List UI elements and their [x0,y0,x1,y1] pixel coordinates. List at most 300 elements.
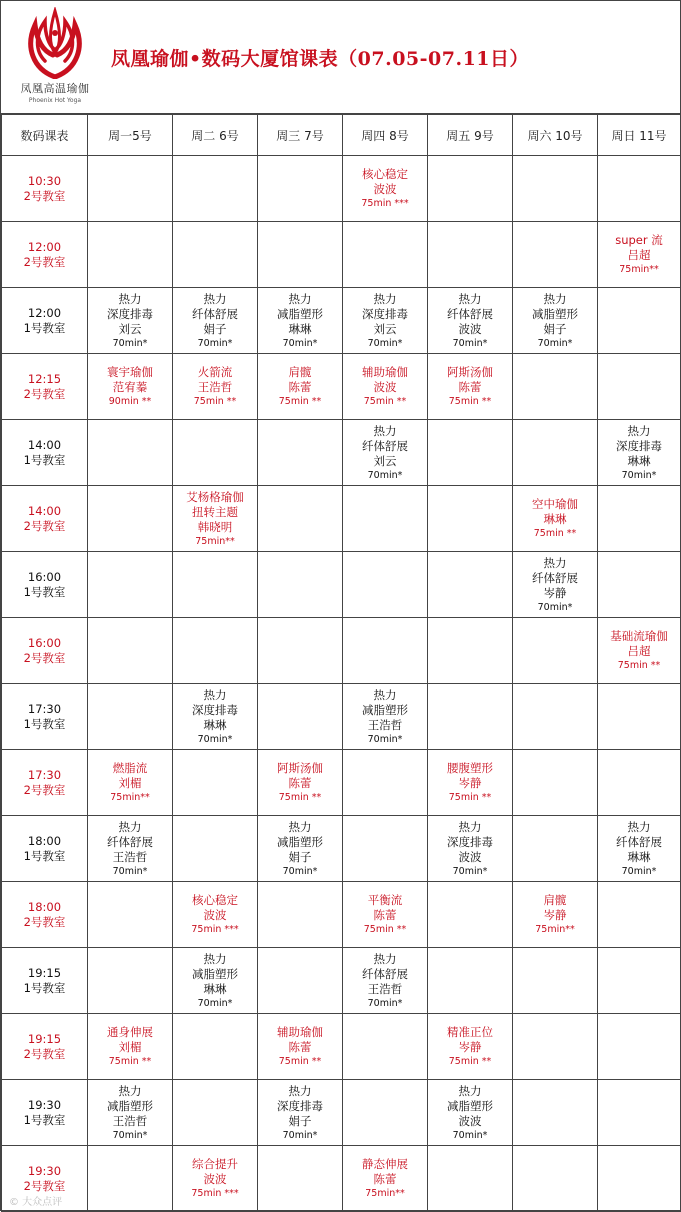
empty-cell [513,1080,598,1146]
class-cell [173,882,258,948]
empty-cell [258,618,343,684]
class-instructor: 王浩哲 [112,849,148,864]
empty-cell [88,486,173,552]
class-instructor: 范宥蓁 [112,380,148,394]
time-slot-label [2,882,88,948]
empty-cell [343,1080,428,1146]
class-cell [513,882,598,948]
class-name: 减脂塑形 [447,1098,493,1113]
empty-cell [598,948,681,1014]
class-name: 纤体舒展 [362,438,408,453]
empty-cell [173,750,258,816]
class-cell [513,486,598,552]
class-duration: 70min* [621,865,657,877]
class-name: 深度排毒 [192,702,238,717]
empty-cell [428,222,513,288]
class-cell [258,288,343,354]
class-duration: 70min* [112,337,148,349]
class-duration: 75min ** [363,396,407,407]
class-duration: 70min* [112,865,148,877]
class-name: 核心稳定 [362,167,408,181]
class-cell [343,684,428,750]
class-duration: 70min* [282,337,318,349]
class-instructor: 波波 [203,908,227,922]
class-cell [88,354,173,420]
class-instructor: 波波 [458,1113,482,1128]
class-name: 热力 [203,291,227,306]
class-instructor: 波波 [458,321,482,336]
table-row [2,354,681,420]
class-cell [258,1080,343,1146]
empty-cell [88,156,173,222]
class-name: 热力 [373,951,397,966]
time-slot-label [2,222,88,288]
empty-cell [428,552,513,618]
time-text: 18:00 [27,899,62,914]
class-cell [173,948,258,1014]
empty-cell [88,882,173,948]
class-name: 热力 [543,291,567,306]
empty-cell [258,486,343,552]
empty-cell [258,222,343,288]
time-text: 17:30 [27,701,62,716]
schedule-table [1,114,681,1212]
class-cell [598,222,681,288]
empty-cell [343,1014,428,1080]
time-slot-label [2,486,88,552]
empty-cell [258,1146,343,1212]
time-text: 18:00 [27,833,62,848]
class-cell [428,816,513,882]
empty-cell [88,552,173,618]
class-duration: 75min ** [108,1056,152,1067]
class-instructor: 刘楣 [118,776,142,790]
page-title: 凤凰瑜伽•数码大厦馆课表（07.05-07.11日） [111,48,530,70]
empty-cell [598,882,681,948]
class-cell [173,486,258,552]
logo-text: 凤凰高温瑜伽 [20,82,90,95]
class-duration: 90min ** [108,396,152,407]
class-cell [513,552,598,618]
class-instructor: 王浩哲 [367,981,403,996]
class-cell [88,750,173,816]
day-header: 周一5号 [88,115,173,156]
empty-cell [88,618,173,684]
class-duration: 70min* [367,337,403,349]
class-cell [258,1014,343,1080]
class-duration: 75min *** [191,1188,239,1199]
class-name: 热力 [288,1083,312,1098]
class-name: 空中瑜伽 [532,497,578,511]
class-instructor: 韩晓明 [197,519,233,534]
class-instructor: 波波 [373,380,397,394]
empty-cell [173,1014,258,1080]
class-name: 精准正位 [447,1025,493,1039]
class-instructor: 波波 [458,849,482,864]
empty-cell [598,684,681,750]
class-instructor: 琳琳 [627,453,651,468]
table-row [2,156,681,222]
class-cell [88,1080,173,1146]
table-row [2,948,681,1014]
class-instructor: 琳琳 [203,717,227,732]
empty-cell [258,882,343,948]
class-name: 热力 [627,819,651,834]
class-cell [88,288,173,354]
room-text: 2号教室 [23,650,66,665]
class-instructor: 陈蕾 [458,380,482,394]
empty-cell [88,684,173,750]
empty-cell [173,618,258,684]
empty-cell [513,222,598,288]
class-name: 热力 [288,819,312,834]
time-slot-label [2,156,88,222]
time-text: 19:30 [27,1163,62,1178]
empty-cell [173,222,258,288]
empty-cell [513,618,598,684]
class-cell [428,354,513,420]
room-text: 2号教室 [23,1178,66,1193]
class-name: 辅助瑜伽 [362,365,408,379]
room-text: 2号教室 [23,518,66,533]
empty-cell [598,354,681,420]
class-duration: 75min ** [278,792,322,803]
class-instructor: 陈蕾 [373,908,397,922]
class-duration: 70min* [452,1129,488,1141]
room-text: 2号教室 [23,188,66,203]
time-text: 14:00 [27,503,62,518]
class-instructor: 琳琳 [288,321,312,336]
class-name: 深度排毒 [277,1098,323,1113]
room-text: 1号教室 [23,452,66,467]
class-name: 基础流瑜伽 [610,629,668,643]
class-instructor: 陈蕾 [288,380,312,394]
empty-cell [428,618,513,684]
class-name: 热力 [118,291,142,306]
class-instructor: 刘云 [373,453,397,468]
day-header: 周二 6号 [173,115,258,156]
class-cell [343,354,428,420]
class-duration: 75min ** [448,1056,492,1067]
class-cell [598,816,681,882]
class-instructor: 陈蕾 [288,1040,312,1054]
empty-cell [88,420,173,486]
time-text: 10:30 [27,173,62,188]
class-name: 纤体舒展 [616,834,662,849]
class-duration: 70min* [452,865,488,877]
room-text: 1号教室 [23,980,66,995]
class-cell [513,288,598,354]
day-header: 周日 11号 [598,115,681,156]
class-instructor: 刘楣 [118,1040,142,1054]
day-header: 周五 9号 [428,115,513,156]
empty-cell [88,222,173,288]
class-instructor: 岑静 [543,908,567,922]
class-name: 艾杨格瑜伽 [186,489,244,504]
class-cell [173,1146,258,1212]
class-name: 肩髋 [288,365,312,379]
time-slot-label [2,1080,88,1146]
class-name: 纤体舒展 [447,306,493,321]
class-name: 减脂塑形 [277,306,323,321]
time-text: 17:30 [27,767,62,782]
class-duration: 75min** [365,1188,405,1199]
table-row [2,1014,681,1080]
empty-cell [598,1146,681,1212]
table-row [2,552,681,618]
table-row [2,1080,681,1146]
class-cell [428,1014,513,1080]
class-duration: 70min* [282,1129,318,1141]
class-name: 深度排毒 [447,834,493,849]
class-cell [343,420,428,486]
header [1,1,680,114]
class-duration: 75min ** [278,396,322,407]
table-row [2,684,681,750]
class-name: 腰腹塑形 [447,761,493,775]
class-name: 静态伸展 [362,1157,408,1171]
class-cell [88,1014,173,1080]
class-instructor: 琳琳 [543,512,567,526]
class-duration: 70min* [112,1129,148,1141]
class-instructor: 刘云 [373,321,397,336]
class-cell [173,288,258,354]
class-name: 热力 [373,291,397,306]
class-name: 热力 [118,819,142,834]
class-duration: 75min** [110,792,150,803]
class-cell [598,420,681,486]
logo-subtext: Phoenix Hot Yoga [28,97,82,104]
class-cell [343,288,428,354]
watermark: © 大众点评 [9,1197,63,1208]
class-name: 纤体舒展 [532,570,578,585]
class-duration: 75min** [619,264,659,275]
class-instructor: 王浩哲 [197,380,233,394]
time-text: 16:00 [27,569,62,584]
empty-cell [258,420,343,486]
class-name: 纤体舒展 [107,834,153,849]
empty-cell [258,156,343,222]
class-instructor: 波波 [373,182,397,196]
table-row [2,486,681,552]
class-name: 平衡流 [367,893,403,907]
class-name: 热力 [543,555,567,570]
class-name: super 流 [615,233,663,247]
class-instructor: 刘云 [118,321,142,336]
empty-cell [598,552,681,618]
class-instructor: 岑静 [458,1040,482,1054]
time-slot-label [2,750,88,816]
empty-cell [173,816,258,882]
empty-cell [513,420,598,486]
class-name: 热力 [458,291,482,306]
day-header: 周六 10号 [513,115,598,156]
empty-cell [513,948,598,1014]
empty-cell [428,1146,513,1212]
empty-cell [343,750,428,816]
class-duration: 70min* [537,337,573,349]
time-slot-label [2,816,88,882]
class-instructor: 王浩哲 [112,1113,148,1128]
table-row [2,288,681,354]
class-name: 综合提升 [192,1157,238,1171]
time-slot-label [2,948,88,1014]
class-instructor: 波波 [203,1172,227,1186]
time-slot-label [2,420,88,486]
class-name: 热力 [118,1083,142,1098]
class-name: 寰宇瑜伽 [107,365,153,379]
room-text: 2号教室 [23,386,66,401]
class-name: 减脂塑形 [532,306,578,321]
room-text: 1号教室 [23,1112,66,1127]
empty-cell [598,156,681,222]
class-name: 热力 [203,687,227,702]
empty-cell [428,486,513,552]
class-duration: 75min *** [191,924,239,935]
day-header: 周三 7号 [258,115,343,156]
time-slot-label [2,1014,88,1080]
class-name: 热力 [458,819,482,834]
time-slot-label [2,552,88,618]
empty-cell [88,948,173,1014]
empty-cell [343,816,428,882]
class-cell [343,1146,428,1212]
class-name: 热力 [288,291,312,306]
class-cell [258,750,343,816]
class-name: 减脂塑形 [107,1098,153,1113]
class-instructor: 岑静 [543,585,567,600]
class-duration: 75min ** [533,528,577,539]
class-instructor: 王浩哲 [367,717,403,732]
time-text: 19:30 [27,1097,62,1112]
class-name: 扭转主题 [192,504,238,519]
class-name: 减脂塑形 [362,702,408,717]
time-slot-label [2,618,88,684]
class-instructor: 陈蕾 [288,776,312,790]
class-duration: 75min ** [448,792,492,803]
time-text: 16:00 [27,635,62,650]
empty-cell [428,882,513,948]
class-cell [343,948,428,1014]
empty-cell [173,1080,258,1146]
class-cell [173,354,258,420]
class-cell [88,816,173,882]
time-slot-label [2,684,88,750]
class-name: 减脂塑形 [277,834,323,849]
time-slot-label [2,288,88,354]
empty-cell [598,486,681,552]
empty-cell [173,420,258,486]
class-instructor: 娟子 [203,321,227,336]
class-cell [173,684,258,750]
empty-cell [513,354,598,420]
class-duration: 70min* [367,733,403,745]
class-name: 减脂塑形 [192,966,238,981]
class-duration: 70min* [621,469,657,481]
table-row [2,750,681,816]
class-duration: 75min ** [363,924,407,935]
class-name: 深度排毒 [616,438,662,453]
empty-cell [428,420,513,486]
schedule-body [2,156,681,1212]
corner-cell: 数码课表 [2,115,88,156]
class-instructor: 娟子 [288,1113,312,1128]
class-name: 纤体舒展 [192,306,238,321]
empty-cell [343,618,428,684]
empty-cell [343,552,428,618]
empty-cell [513,816,598,882]
class-cell [343,882,428,948]
empty-cell [258,684,343,750]
room-text: 1号教室 [23,848,66,863]
class-cell [258,816,343,882]
empty-cell [598,288,681,354]
class-name: 热力 [373,687,397,702]
room-text: 2号教室 [23,1046,66,1061]
room-text: 2号教室 [23,782,66,797]
time-text: 14:00 [27,437,62,452]
class-duration: 75min ** [193,396,237,407]
empty-cell [173,552,258,618]
empty-cell [513,750,598,816]
header-row [2,115,681,156]
class-duration: 70min* [197,733,233,745]
empty-cell [598,1014,681,1080]
class-duration: 70min* [452,337,488,349]
room-text: 1号教室 [23,584,66,599]
class-name: 通身伸展 [107,1025,153,1039]
time-text: 12:00 [27,305,62,320]
class-cell [343,156,428,222]
time-text: 12:15 [27,371,62,386]
class-instructor: 娟子 [288,849,312,864]
day-header: 周四 8号 [343,115,428,156]
table-row [2,222,681,288]
empty-cell [173,156,258,222]
table-row [2,420,681,486]
class-cell [428,750,513,816]
class-duration: 70min* [282,865,318,877]
class-duration: 70min* [537,601,573,613]
class-name: 辅助瑜伽 [277,1025,323,1039]
class-duration: 75min ** [278,1056,322,1067]
room-text: 2号教室 [23,914,66,929]
class-instructor: 吕超 [627,248,651,262]
class-name: 阿斯汤伽 [447,365,493,379]
class-name: 深度排毒 [107,306,153,321]
empty-cell [513,156,598,222]
class-name: 热力 [627,423,651,438]
time-text: 19:15 [27,1031,62,1046]
class-instructor: 吕超 [627,644,651,658]
class-cell [428,1080,513,1146]
class-cell [258,354,343,420]
empty-cell [258,552,343,618]
class-instructor: 琳琳 [627,849,651,864]
table-row [2,816,681,882]
class-name: 热力 [203,951,227,966]
room-text: 1号教室 [23,716,66,731]
class-duration: 75min *** [361,198,409,209]
class-name: 肩髋 [543,893,567,907]
empty-cell [513,684,598,750]
class-duration: 75min ** [448,396,492,407]
class-name: 阿斯汤伽 [277,761,323,775]
class-name: 燃脂流 [112,761,148,775]
room-text: 2号教室 [23,254,66,269]
empty-cell [88,1146,173,1212]
room-text: 1号教室 [23,320,66,335]
